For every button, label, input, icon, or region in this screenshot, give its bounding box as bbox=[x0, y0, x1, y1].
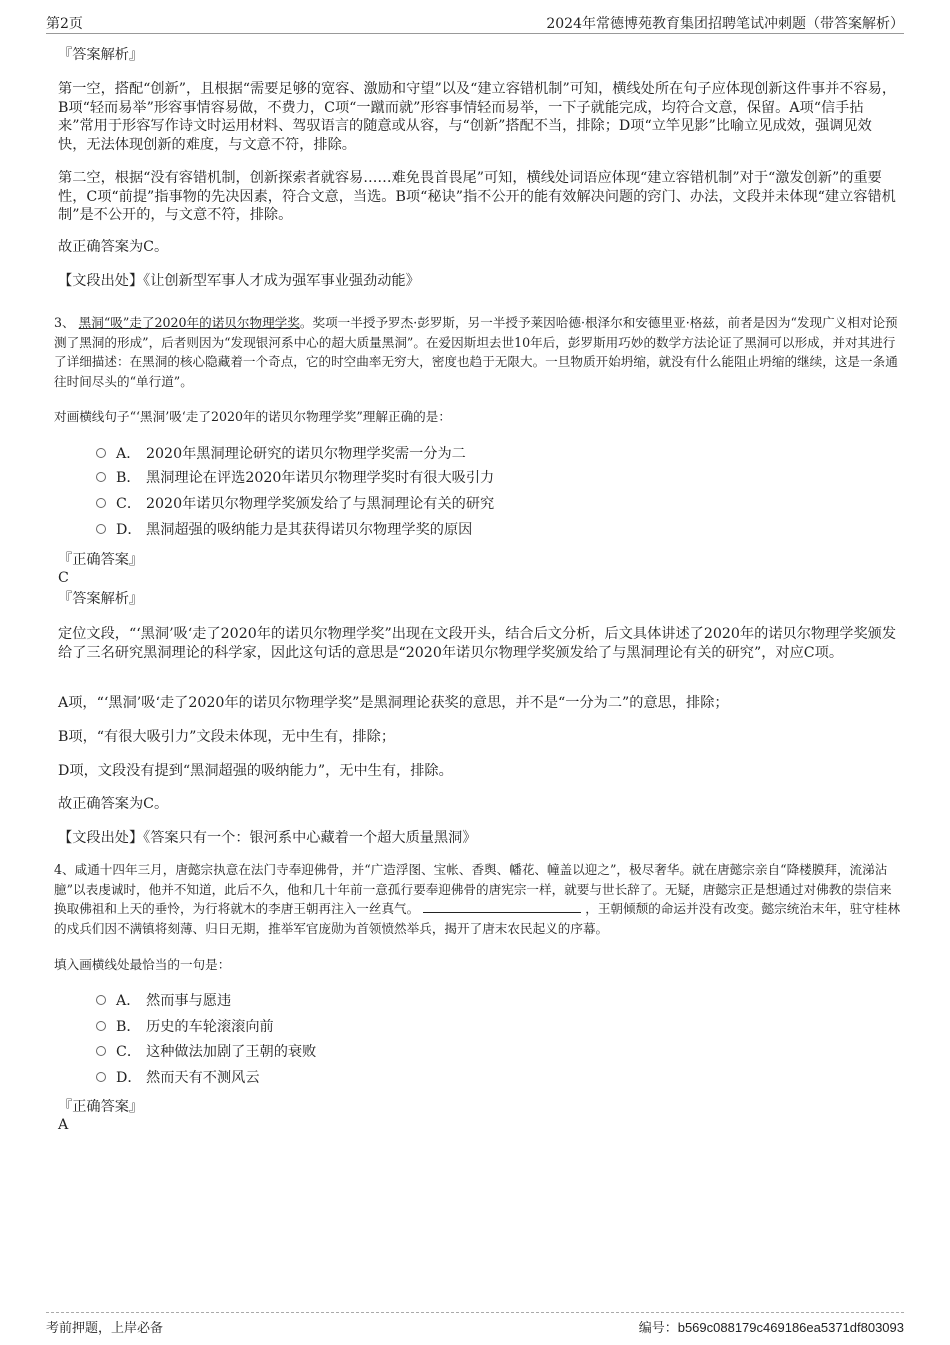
q3-option-d[interactable]: D． 黑洞超强的吸纳能力是其获得诺贝尔物理学奖的原因 bbox=[96, 520, 472, 540]
q4-option-d[interactable]: D． 然而天有不测风云 bbox=[96, 1068, 260, 1088]
q3-number: 3、 bbox=[54, 315, 75, 330]
q2-analysis-label: 『答案解析』 bbox=[58, 47, 144, 63]
q3-analysis-label: 『答案解析』 bbox=[58, 591, 144, 607]
q3-conclusion: 故正确答案为C。 bbox=[58, 796, 169, 812]
q4-number: 4、 bbox=[54, 862, 75, 877]
radio-icon[interactable] bbox=[96, 1046, 106, 1056]
q3-analysis-p3: B项，“有很大吸引力”文段未体现，无中生有，排除； bbox=[58, 729, 396, 745]
q4-option-c[interactable]: C． 这种做法加剧了王朝的衰败 bbox=[96, 1042, 316, 1062]
q3-option-b[interactable]: B． 黑洞理论在评选2020年诺贝尔物理学奖时有很大吸引力 bbox=[96, 468, 494, 488]
q2-analysis-p1: 第一空，搭配“创新”，且根据“需要足够的宽容、激励和守望”以及“建立容错机制”可知，横线处所在句子应体现创新这件事并不容易，B项“轻而易举”形容事情容易做，不费力，C项“一蹴而就”形容事情轻而易举，一下子就能完成，均符合文意，保留。A项“信手拈来”常用于形容写作诗文时运用材料、驾驭语言的随意或从容，与“创新”搭配不当，排除；D项“立竿见影”比喻立见成效，强调见效快，无法体现创新的难度，与文意不符，排除。 bbox=[58, 81, 897, 153]
q4-prompt: 填入画横线处最恰当的一句是： bbox=[54, 957, 231, 972]
q3-analysis-p4: D项，文段没有提到“黑洞超强的吸纳能力”，无中生有，排除。 bbox=[58, 763, 453, 779]
q4-answer: A bbox=[58, 1117, 69, 1133]
q2-source: 【文段出处】《让创新型军事人才成为强军事业强劲动能》 bbox=[58, 273, 420, 289]
q3-prompt: 对画横线句子“‘黑洞’吸‘走了2020年的诺贝尔物理学奖”理解正确的是： bbox=[54, 409, 451, 424]
q4-passage: 4、咸通十四年三月，唐懿宗执意在法门寺奉迎佛骨，并“广造浮图、宝帐、香舆、幡花、幢盖以迎之”，极尽奢华。就在唐懿宗亲自“降楼膜拜，流涕沾臆”以表虔诚时，他并不知道，此后不久，他和几十年前一意孤行要奉迎佛骨的唐宪宗一样，就要与世长辞了。无疑，唐懿宗正是想通过对佛教的崇信来换取佛祖和上天的垂怜，为行将就木的李唐王朝再注入一丝真气。 ，王朝倾颓的命运并没有改变。懿宗统治末年，驻守桂林的戍兵们因不满镇将刻薄、归日无期，推举军官庞勋为首领愤然举兵，揭开了唐末农民起义的序幕。 bbox=[54, 862, 901, 936]
q3-source: 【文段出处】《答案只有一个：银河系中心藏着一个超大质量黑洞》 bbox=[58, 830, 477, 846]
document-title: 2024年常德博苑教育集团招聘笔试冲刺题（带答案解析） bbox=[546, 16, 904, 32]
q2-conclusion: 故正确答案为C。 bbox=[58, 239, 169, 255]
page-footer bbox=[46, 1312, 904, 1338]
radio-icon[interactable] bbox=[96, 472, 106, 482]
footer-slogan: 考前押题，上岸必备 bbox=[46, 1321, 164, 1336]
q3-answer: C bbox=[58, 570, 69, 586]
page-number: 第2页 bbox=[46, 16, 83, 32]
q2-analysis-p2: 第二空，根据“没有容错机制，创新探索者就容易……难免畏首畏尾”可知，横线处词语应体现“建立容错机制”对于“激发创新”的重要性，C项“前提”指事物的先决因素，符合文意，当选。B项“秘诀”指不公开的能有效解决问题的窍门、办法，文段并未体现“建立容错机制”是不公开的，与文意不符，排除。 bbox=[58, 170, 896, 223]
q3-underlined-sentence: 黑洞“吸”走了2020年的诺贝尔物理学奖 bbox=[78, 315, 300, 330]
radio-icon[interactable] bbox=[96, 1072, 106, 1082]
q4-answer-label: 『正确答案』 bbox=[58, 1099, 144, 1115]
q3-analysis-p2: A项，“‘黑洞’吸‘走了2020年的诺贝尔物理学奖”是黑洞理论获奖的意思，并不是“一分为二”的意思，排除； bbox=[58, 695, 729, 711]
q3-option-c[interactable]: C． 2020年诺贝尔物理学奖颁发给了与黑洞理论有关的研究 bbox=[96, 494, 494, 514]
q4-option-a[interactable]: A． 然而事与愿违 bbox=[96, 991, 231, 1011]
document-code: 编号：b569c088179c469186ea5371df803093 bbox=[638, 1320, 904, 1336]
q4-option-b[interactable]: B． 历史的车轮滚滚向前 bbox=[96, 1017, 274, 1037]
radio-icon[interactable] bbox=[96, 448, 106, 458]
radio-icon[interactable] bbox=[96, 1021, 106, 1031]
radio-icon[interactable] bbox=[96, 524, 106, 534]
q3-passage-text: 。奖项一半授予罗杰·彭罗斯，另一半授予莱因哈德·根泽尔和安德里亚·格兹，前者是因为“发现广义相对论预测了黑洞的形成”，后者则因为“发现银河系中心的超大质量黑洞”。在爱因斯坦去世10年后，彭罗斯用巧妙的数学方法论证了黑洞可以形成，并对其进行了详细描述：在黑洞的核心隐藏着一个奇点，它的时空曲率无穷大，密度也趋于无限大。一旦物质开始坍缩，就没有什么能阻止坍缩的继续，这是一条通往时间尽头的“单行道”。 bbox=[54, 315, 898, 389]
radio-icon[interactable] bbox=[96, 995, 106, 1005]
q3-analysis-p1: 定位文段，“‘黑洞’吸‘走了2020年的诺贝尔物理学奖”出现在文段开头，结合后文分析，后文具体讲述了2020年的诺贝尔物理学奖颁发给了三名研究黑洞理论的科学家，因此这句话的意思是“2020年诺贝尔物理学奖颁发给了与黑洞理论有关的研究”，对应C项。 bbox=[58, 626, 897, 661]
page-header bbox=[46, 13, 904, 34]
radio-icon[interactable] bbox=[96, 498, 106, 508]
q3-option-a[interactable]: A． 2020年黑洞理论研究的诺贝尔物理学奖需一分为二 bbox=[96, 444, 466, 464]
fill-in-blank bbox=[423, 902, 581, 913]
q3-answer-label: 『正确答案』 bbox=[58, 552, 144, 568]
q3-passage bbox=[54, 313, 902, 391]
